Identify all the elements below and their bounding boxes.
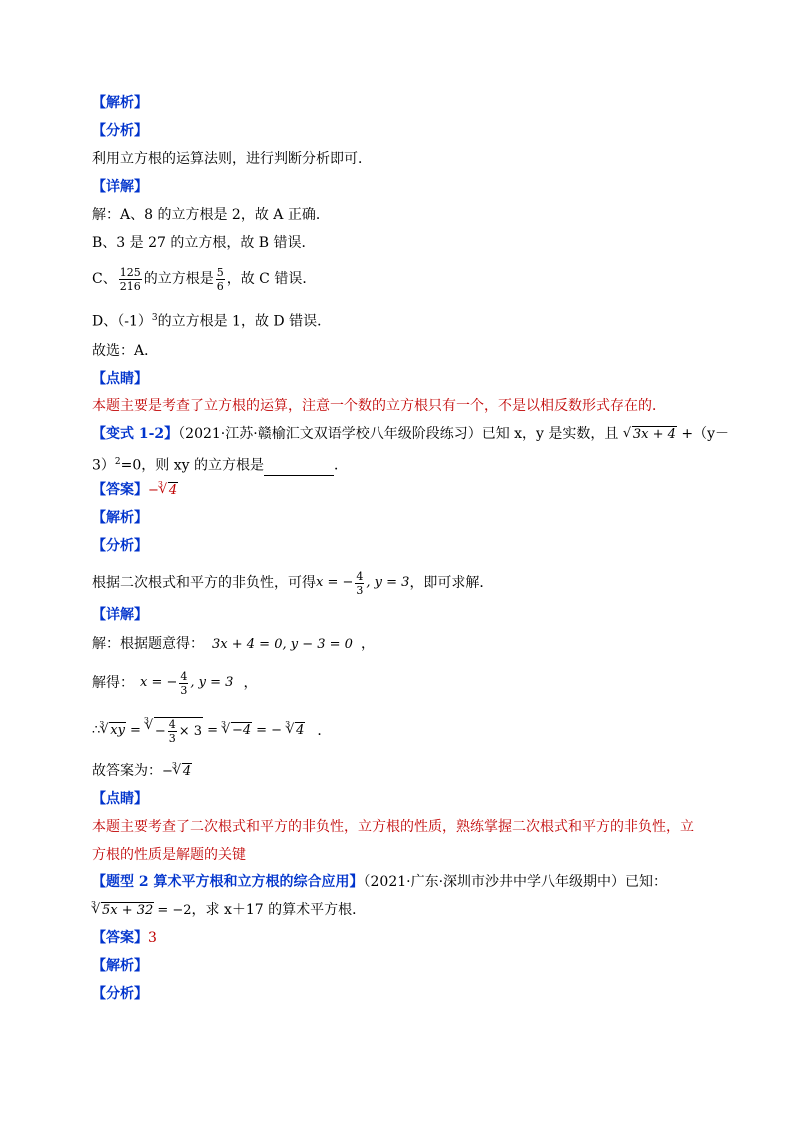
detail1-prefix: 解：根据题意得：	[92, 636, 204, 652]
question-line-1	[92, 424, 729, 445]
topic-question-text: （2021·广东·深圳市沙井中学八年级期中）已知：	[363, 874, 668, 890]
cube-root-expression	[145, 717, 203, 745]
xiangjie-heading: 【详解】	[92, 179, 148, 195]
fraction-numerator: 5	[216, 265, 224, 279]
option-d-prefix: D、（-1）	[92, 313, 152, 330]
root-index: √ 3	[157, 480, 163, 489]
jiexi-heading-2: 【解析】	[92, 510, 148, 526]
choice-line: 故选：A．	[92, 343, 159, 359]
fenxi-suffix: ，即可求解．	[409, 575, 494, 591]
topic-question-line-1	[92, 872, 667, 892]
fraction-denominator: 3	[168, 732, 176, 745]
fraction-numerator: 4	[180, 669, 188, 683]
fraction-numerator: 4	[168, 718, 176, 731]
final-cube-root	[173, 762, 192, 782]
final-minus: −	[162, 764, 173, 779]
radicand: 5x + 32	[102, 903, 154, 918]
detail-line-1	[92, 634, 375, 655]
answer-label: 【答案】	[92, 930, 148, 946]
summary-text: 本题主要是考查了立方根的运算，注意一个数的立方根只有一个，不是以相反数形式存在的．	[92, 398, 666, 414]
fenxi-text: 利用立方根的运算法则，进行判断分析即可．	[92, 151, 372, 167]
radicand: −4	[231, 723, 252, 738]
answer-minus: −	[148, 483, 159, 498]
answer-line-3	[92, 928, 157, 948]
dianjing-heading-2: 【点睛】	[92, 791, 148, 807]
question-line2-end: ．	[334, 457, 348, 474]
fraction-4-3	[179, 670, 188, 697]
option-a-line: 解：A、8 的立方根是 2，故 A 正确．	[92, 207, 330, 223]
math-x: x = −	[140, 675, 178, 690]
question-line2-mid: =0，则 xy 的立方根是	[120, 457, 264, 474]
radicand: 4	[182, 764, 192, 779]
detail2-prefix: 解得：	[92, 675, 134, 691]
equals-sign: =	[129, 723, 141, 738]
fraction-numerator: 4	[356, 569, 364, 583]
root-index: √ 3	[99, 720, 105, 729]
question-line2-prefix: 3）	[92, 457, 115, 474]
jiexi-heading-3: 【解析】	[92, 958, 148, 974]
detail1-equation: 3x + 4 = 0, y − 3 = 0	[212, 637, 353, 652]
minus-sign: −	[154, 723, 166, 739]
cube-root-xy	[100, 721, 126, 741]
dianjing-heading: 【点睛】	[92, 371, 148, 387]
fraction-5-6	[216, 266, 225, 293]
radicand: 3x + 4	[632, 427, 676, 442]
fenxi-heading: 【分析】	[92, 123, 148, 139]
fenxi-heading-2: 【分析】	[92, 538, 148, 554]
option-b-line: B、3 是 27 的立方根，故 B 错误．	[92, 235, 316, 251]
detail-line-3	[92, 713, 331, 749]
fraction-denominator: 216	[119, 279, 141, 293]
topic-question-line-2	[92, 900, 366, 921]
math-y: , y = 3	[190, 675, 234, 690]
question-exponent: 2	[114, 457, 121, 467]
answer-label: 【答案】	[92, 482, 148, 498]
times-three: × 3	[178, 723, 203, 739]
radicand	[154, 717, 203, 745]
equals-minus: = −	[256, 723, 283, 738]
fraction-4-3	[168, 718, 177, 745]
option-d-exponent: 3	[151, 313, 158, 323]
variant-tag: 【变式 1-2】	[92, 426, 179, 442]
fraction-denominator: 3	[180, 683, 188, 697]
therefore-symbol: ∴	[92, 723, 101, 738]
fraction-denominator: 6	[216, 279, 224, 293]
fraction-4-3	[355, 570, 364, 597]
option-d-line	[92, 308, 331, 332]
final-prefix: 故答案为：	[92, 763, 162, 779]
fenxi-line-2	[92, 566, 493, 600]
math-x: x = −	[316, 575, 354, 590]
root-index: √ 3	[220, 720, 227, 729]
topic-question-suffix: ，求 x＋17 的算术平方根．	[191, 902, 367, 918]
question-text-tail: +（y－	[681, 426, 729, 442]
answer-cube-root	[159, 481, 178, 501]
root-index: √ 3	[143, 716, 149, 725]
option-c-line	[92, 262, 316, 296]
question-text: （2021·江苏·赣榆汇文双语学校八年级阶段练习）已知 x，y 是实数，且	[178, 426, 619, 442]
final-answer-line	[92, 761, 192, 782]
math-y: , y = 3	[366, 575, 410, 590]
sqrt-expression	[623, 425, 677, 445]
summary-line-2: 方根的性质是解题的关键	[92, 847, 246, 863]
summary-line-1: 本题主要考查了二次根式和平方的非负性，立方根的性质，熟练掌握二次根式和平方的非负性，立	[92, 819, 694, 835]
equation-rhs: = −2	[157, 903, 192, 918]
detail1-suffix: ，	[360, 636, 375, 652]
answer-blank	[264, 461, 334, 476]
answer-value: 3	[148, 930, 157, 946]
fenxi-heading-3: 【分析】	[92, 986, 148, 1002]
xiangjie-heading-2: 【详解】	[92, 607, 148, 623]
fraction-125-216	[119, 266, 142, 293]
root-index: √ 3	[285, 720, 291, 729]
option-c-prefix: C、	[92, 271, 117, 287]
option-c-mid: 的立方根是	[143, 271, 214, 287]
answer-line	[92, 480, 178, 501]
option-c-suffix: ，故 C 错误．	[226, 271, 317, 287]
question-line-2	[92, 452, 348, 476]
equals-sign: =	[207, 723, 218, 738]
detail3-suffix: ．	[317, 723, 332, 739]
radicand: 4	[296, 723, 305, 738]
radicand: xy	[110, 723, 125, 738]
detail-line-2	[92, 666, 257, 700]
fenxi-prefix: 根据二次根式和平方的非负性，可得	[92, 575, 316, 591]
fraction-numerator: 125	[119, 265, 141, 279]
detail2-suffix: ，	[243, 675, 258, 691]
topic-tag: 【题型 2 算术平方根和立方根的综合应用】	[92, 874, 364, 890]
root-index: √ 3	[91, 900, 97, 909]
fraction-denominator: 3	[356, 583, 364, 597]
option-d-suffix: 的立方根是 1，故 D 错误．	[157, 313, 332, 330]
cube-root-5x-32	[92, 901, 154, 921]
radicand: 4	[168, 483, 178, 498]
cube-root-4	[286, 721, 305, 741]
root-index: √ 3	[171, 761, 177, 770]
cube-root-minus-4	[222, 721, 252, 741]
jiexi-heading: 【解析】	[92, 95, 148, 111]
